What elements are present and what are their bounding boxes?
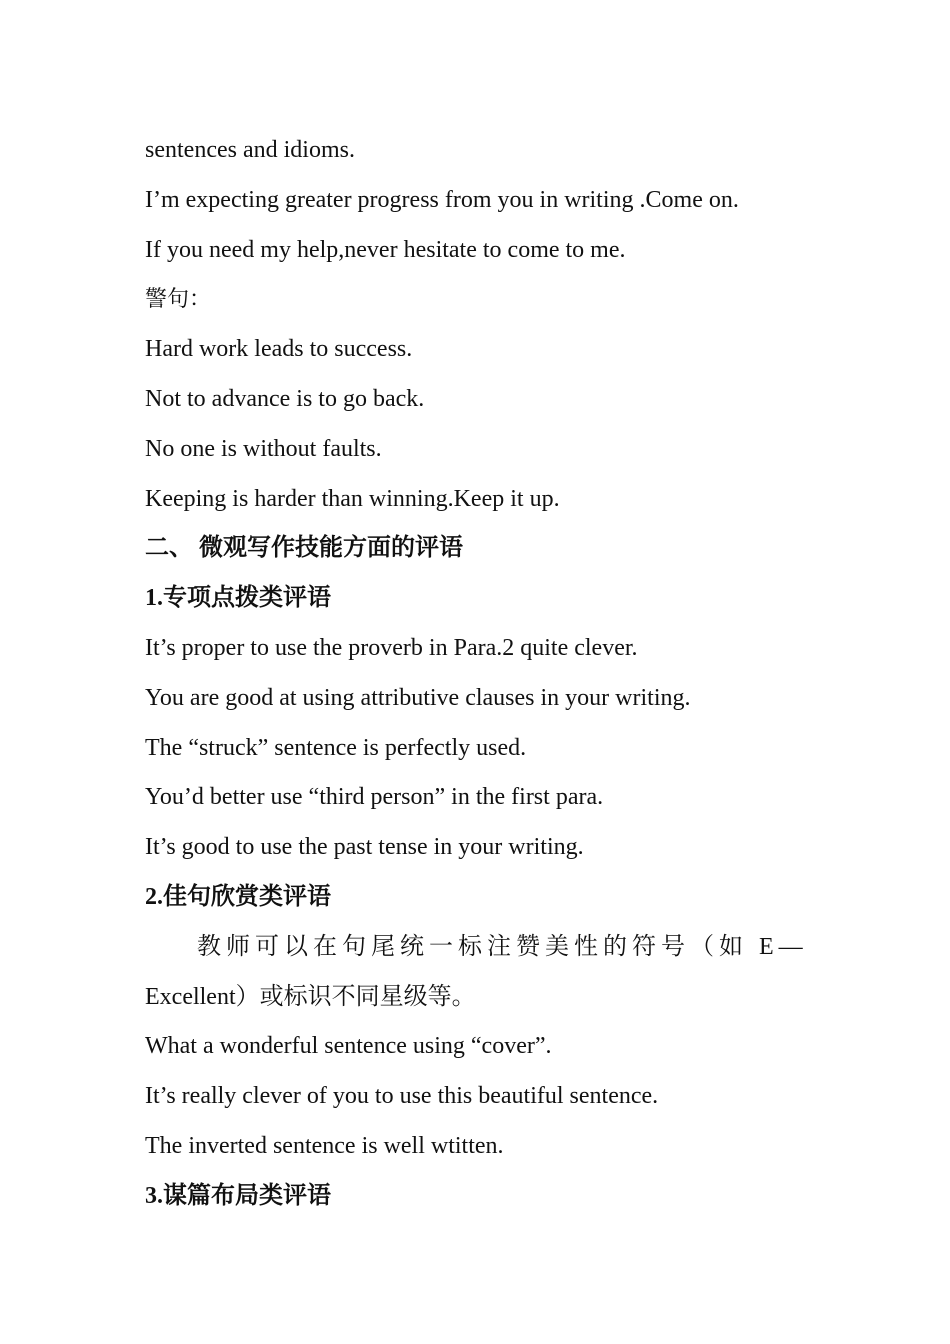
teacher-note-line-2: Excellent）或标识不同星级等。 [145, 983, 476, 1010]
subsection-heading-1: 1.专项点拨类评语 [145, 585, 331, 612]
comment-line: It’s good to use the past tense in your writing. [145, 834, 584, 861]
comment-line: The inverted sentence is well wtitten. [145, 1132, 504, 1159]
document-page [145, 126, 807, 1222]
section-heading: 二、 微观写作技能方面的评语 [145, 535, 463, 562]
subsection-heading-2: 2.佳句欣赏类评语 [145, 883, 331, 910]
subsection-heading-3: 3.谋篇布局类评语 [145, 1182, 331, 1209]
comment-line: You are good at using attributive clauses in your writing. [145, 684, 691, 711]
text-line: sentences and idioms. [145, 137, 355, 163]
comment-line: It’s proper to use the proverb in Para.2 quite clever. [145, 634, 638, 661]
motto-line: Keeping is harder than winning.Keep it up. [145, 485, 560, 512]
motto-line: Hard work leads to success. [145, 336, 413, 363]
motto-line: Not to advance is to go back. [145, 385, 425, 412]
text-line: I’m expecting greater progress from you in writing .Come on. [145, 186, 739, 213]
motto-line: No one is without faults. [145, 435, 382, 462]
comment-line: It’s really clever of you to use this beautiful sentence. [145, 1083, 659, 1110]
teacher-note-line-1: 教师可以在句尾统一标注赞美性的符号（如 E— [197, 933, 808, 960]
motto-label: 警句： [145, 287, 212, 313]
comment-line: You’d better use “third person” in the first para. [145, 784, 604, 811]
comment-line: The “struck” sentence is perfectly used. [145, 734, 527, 761]
text-line: If you need my help,never hesitate to come to me. [145, 236, 626, 263]
comment-line: What a wonderful sentence using “cover”. [145, 1033, 552, 1060]
